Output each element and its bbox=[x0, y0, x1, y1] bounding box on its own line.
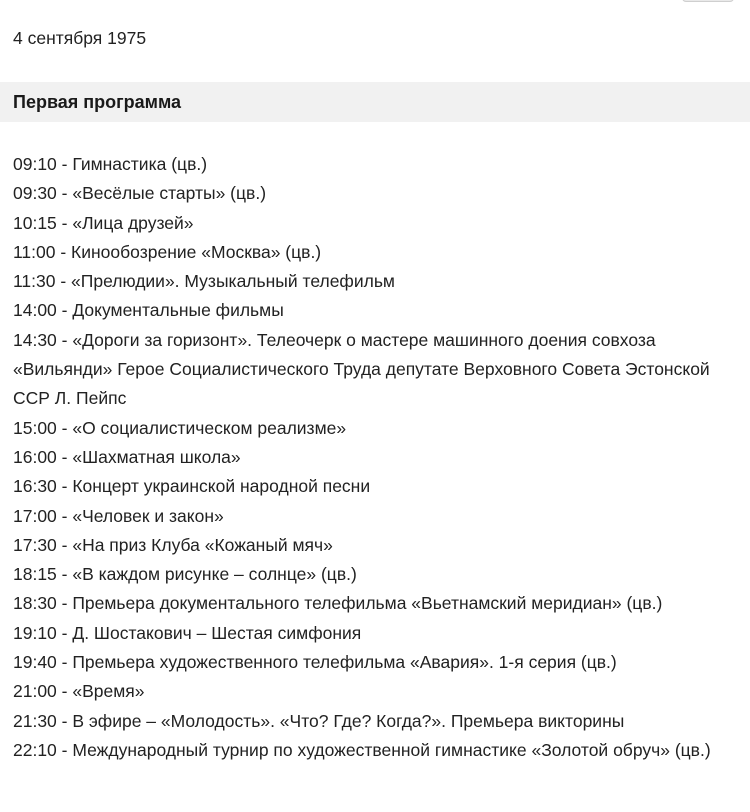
broadcast-date: 4 сентября 1975 bbox=[13, 28, 147, 48]
top-right-button[interactable] bbox=[682, 0, 734, 2]
schedule-item: 14:00 - Документальные фильмы bbox=[13, 300, 284, 321]
schedule-item: 11:30 - «Прелюдии». Музыкальный телефильм bbox=[13, 271, 395, 292]
channel-header bbox=[0, 82, 750, 122]
schedule-item: 19:40 - Премьера художественного телефильма «Авария». 1-я серия (цв.) bbox=[13, 652, 617, 673]
program-schedule bbox=[13, 150, 735, 765]
schedule-item: 09:10 - Гимнастика (цв.) bbox=[13, 154, 208, 174]
schedule-item: 17:00 - «Человек и закон» bbox=[13, 505, 224, 526]
schedule-item: 10:15 - «Лица друзей» bbox=[13, 212, 194, 233]
channel-title: Первая программа bbox=[13, 92, 182, 112]
schedule-item: 16:00 - «Шахматная школа» bbox=[13, 446, 241, 467]
schedule-item: 18:15 - «В каждом рисунке – солнце» (цв.) bbox=[13, 564, 357, 585]
schedule-item: 16:30 - Концерт украинской народной песни bbox=[13, 476, 371, 497]
schedule-item: 17:30 - «На приз Клуба «Кожаный мяч» bbox=[13, 534, 333, 555]
schedule-item: 09:30 - «Весёлые старты» (цв.) bbox=[13, 183, 267, 204]
schedule-item: 11:00 - Кинообозрение «Москва» (цв.) bbox=[13, 241, 322, 262]
schedule-item: 19:10 - Д. Шостакович – Шестая симфония bbox=[13, 622, 362, 643]
schedule-item: 18:30 - Премьера документального телефильма «Вьетнамский меридиан» (цв.) bbox=[13, 593, 663, 614]
schedule-item: 22:10 - Международный турнир по художественной гимнастике «Золотой обруч» (цв.) bbox=[13, 739, 711, 760]
schedule-item: 21:30 - В эфире – «Молодость». «Что? Где? Когда?». Премьера викторины bbox=[13, 710, 625, 731]
schedule-item: 21:00 - «Время» bbox=[13, 681, 145, 702]
schedule-item: 14:30 - «Дороги за горизонт». Телеочерк о мастере машинного доения совхоза «Вильянди» Герое Социалистического Труда депутате Верховного Совета Эстонской ССР Л. Пейпс bbox=[13, 329, 710, 409]
schedule-item: 15:00 - «О социалистическом реализме» bbox=[13, 417, 347, 438]
